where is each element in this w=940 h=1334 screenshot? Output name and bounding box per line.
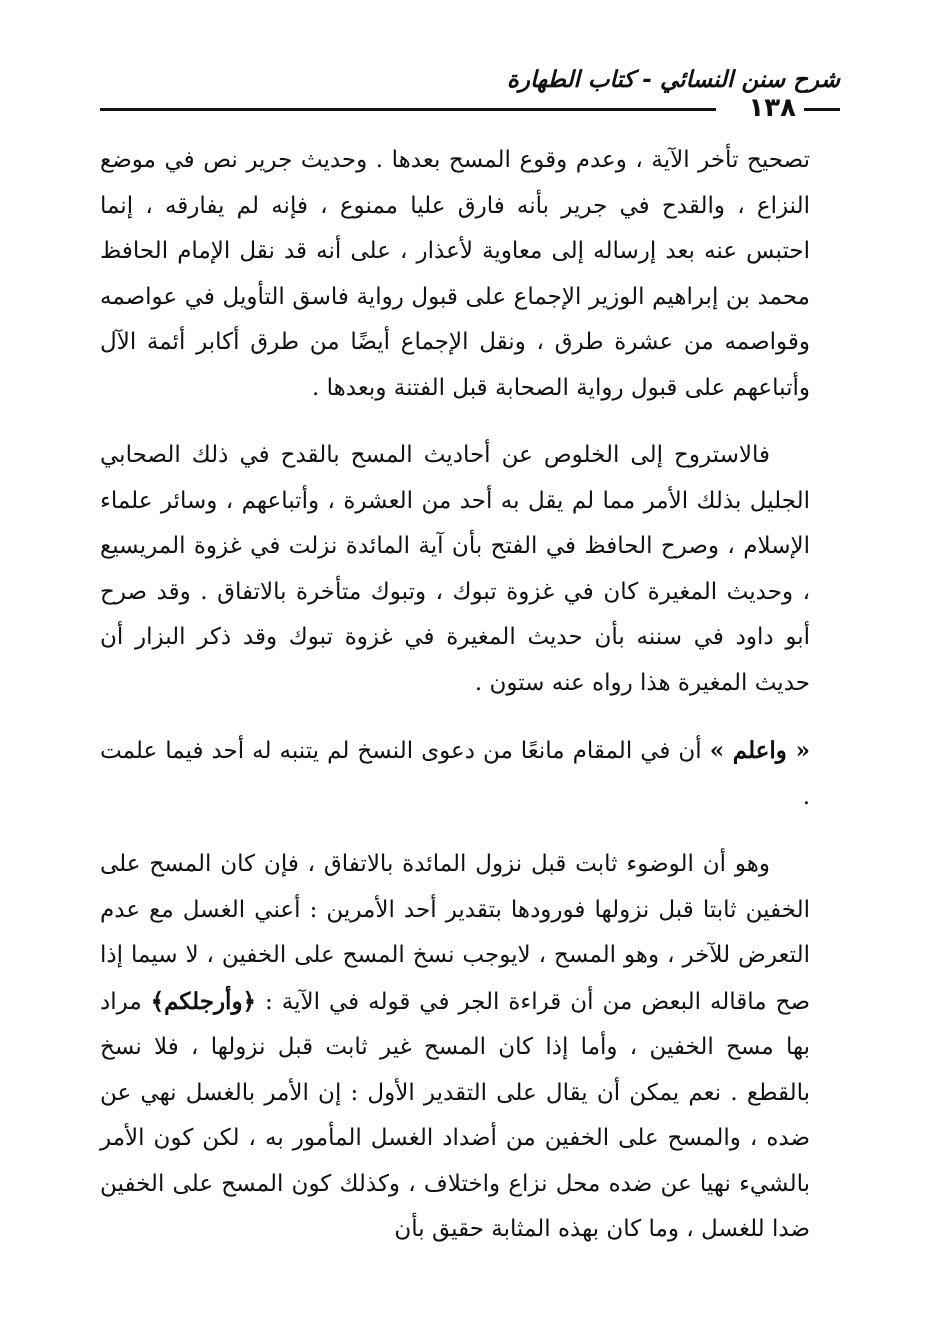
paragraph-1: تصحيح تأخر الآية ، وعدم وقوع المسح بعدها . وحديث جرير نص في موضع النزاع ، والقدح في جرير بأنه فارق عليا ممنوع ، فإنه لم يفارقه ، إنما احتبس عنه بعد إرساله إلى معاوية لأعذار ، على أنه قد نقل الإمام الحافظ محمد بن إبراهيم الوزير الإجماع على قبول رواية فاسق التأويل في عواصمه وقواصمه من عشرة طرق ، ونقل الإجماع أيضًا من طرق أكابر أئمة الآل وأتباعهم على قبول رواية الصحابة قبل الفتنة وبعدها . (100, 147, 810, 401)
paragraph-3 (100, 728, 810, 820)
page-number-dash (804, 108, 840, 111)
paragraph-3-text: أن في المقام مانعًا من دعوى النسخ لم يتنبه له أحد فيما علمت . (100, 738, 810, 810)
page-number: ١٣٨ (748, 93, 796, 123)
paragraph-4: وهو أن الوضوء ثابت قبل نزول المائدة بالاتفاق ، فإن كان المسح على الخفين ثابتا قبل نزولها فورودها بتقدير أحد الأمرين : أعني الغسل مع عدم التعرض للآخر ، وهو المسح ، لايوجب نسخ المسح على الخفين ، لا سيما إذا صح ماقاله البعض من أن قراءة الجر في قوله في الآية : ﴿وأرجلكم﴾ مراد بها مسح الخفين ، وأما إذا كان المسح غير ثابت قبل نزولها ، فلا نسخ بالقطع . نعم يمكن أن يقال على التقدير الأول : إن الأمر بالغسل نهي عن ضده ، والمسح على الخفين من أضداد الغسل المأمور به ، لكن كون الأمر بالشيء نهيا عن ضده محل نزاع واختلاف ، وكذلك كون المسح على الخفين ضدا للغسل ، وما كان بهذه المثابة حقيق بأن (100, 851, 810, 1242)
wa-alam-marker: « واعلم » (709, 737, 810, 764)
quran-quote-marker: ﴿وأرجلكم﴾ (150, 987, 257, 1015)
running-title: شرح سنن النسائي - كتاب الطهارة (506, 67, 840, 93)
paragraph-2: فالاستروح إلى الخلوص عن أحاديث المسح بالقدح في ذلك الصحابي الجليل بذلك الأمر مما لم يقل به أحد من العشرة ، وأتباعهم ، وسائر علماء الإسلام ، وصرح الحافظ في الفتح بأن آية المائدة نزلت في غزوة المريسيع ، وحديث المغيرة كان في غزوة تبوك ، وتبوك متأخرة بالاتفاق . وقد صرح أبو داود في سننه بأن حديث المغيرة في غزوة تبوك وقد ذكر البزار أن حديث المغيرة هذا رواه عنه ستون . (100, 442, 810, 696)
page-number-row (100, 88, 840, 128)
header-rule (100, 108, 716, 111)
main-text (100, 138, 810, 1275)
